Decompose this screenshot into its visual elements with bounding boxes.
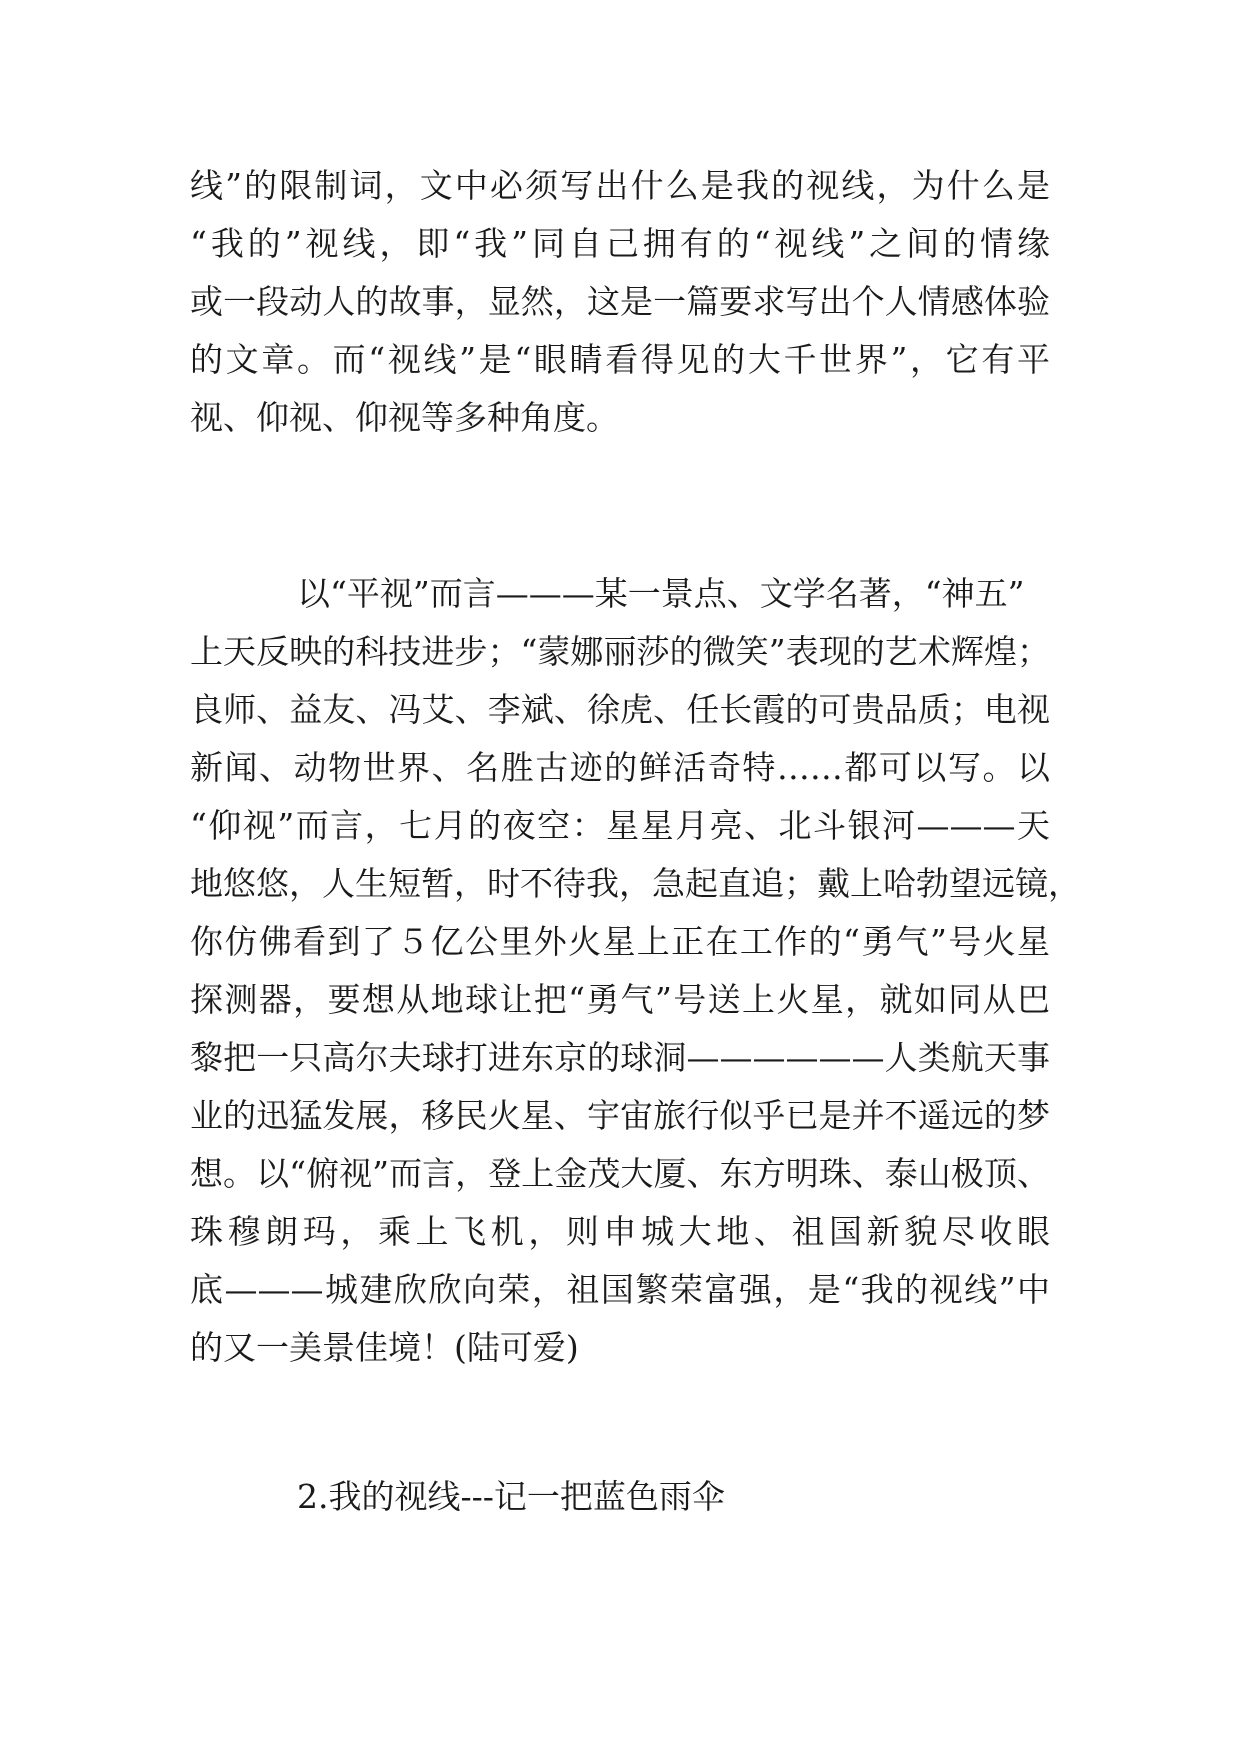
paragraph-2: [190, 565, 1081, 1377]
paragraph-line: 你仿佛看到了５亿公里外火星上正在工作的“勇气”号火星: [190, 922, 1050, 961]
paragraph-line: 地悠悠，人生短暂，时不待我，急起直追；戴上哈勃望远镜，: [190, 864, 1081, 903]
paragraph-line: 良师、益友、冯艾、李斌、徐虎、任长霞的可贵品质；电视: [190, 690, 1050, 729]
paragraph-1: [190, 157, 1050, 447]
paragraph-line: 的文章。而“视线”是“眼睛看得见的大千世界”，它有平: [190, 340, 1050, 379]
section-heading: 2.我的视线---记一把蓝色雨伞: [297, 1477, 725, 1516]
paragraph-line: “我的”视线，即“我”同自己拥有的“视线”之间的情缘: [190, 224, 1050, 263]
paragraph-line: “仰视”而言，七月的夜空：星星月亮、北斗银河———天: [190, 806, 1050, 845]
paragraph-line: 探测器，要想从地球让把“勇气”号送上火星，就如同从巴: [190, 980, 1050, 1019]
paragraph-line: 视、仰视、仰视等多种角度。: [190, 398, 619, 437]
paragraph-line: 新闻、动物世界、名胜古迹的鲜活奇特……都可以写。以: [190, 748, 1050, 787]
paragraph-line: 黎把一只高尔夫球打进东京的球洞——————人类航天事: [190, 1038, 1050, 1077]
paragraph-line: 珠穆朗玛，乘上飞机，则申城大地、祖国新貌尽收眼: [190, 1212, 1050, 1251]
paragraph-line: 的又一美景佳境！(陆可爱): [190, 1328, 579, 1367]
paragraph-line: 或一段动人的故事，显然，这是一篇要求写出个人情感体验: [190, 282, 1050, 321]
paragraph-line: 以“平视”而言———某一景点、文学名著，“神五”: [297, 574, 1025, 613]
paragraph-line: 底———城建欣欣向荣，祖国繁荣富强，是“我的视线”中: [190, 1270, 1050, 1309]
paragraph-line: 上天反映的科技进步；“蒙娜丽莎的微笑”表现的艺术辉煌；: [190, 632, 1050, 671]
paragraph-line: 业的迅猛发展，移民火星、宇宙旅行似乎已是并不遥远的梦: [190, 1096, 1050, 1135]
paragraph-line: 线”的限制词，文中必须写出什么是我的视线，为什么是: [190, 166, 1050, 205]
paragraph-line: 想。以“俯视”而言，登上金茂大厦、东方明珠、泰山极顶、: [190, 1154, 1050, 1193]
